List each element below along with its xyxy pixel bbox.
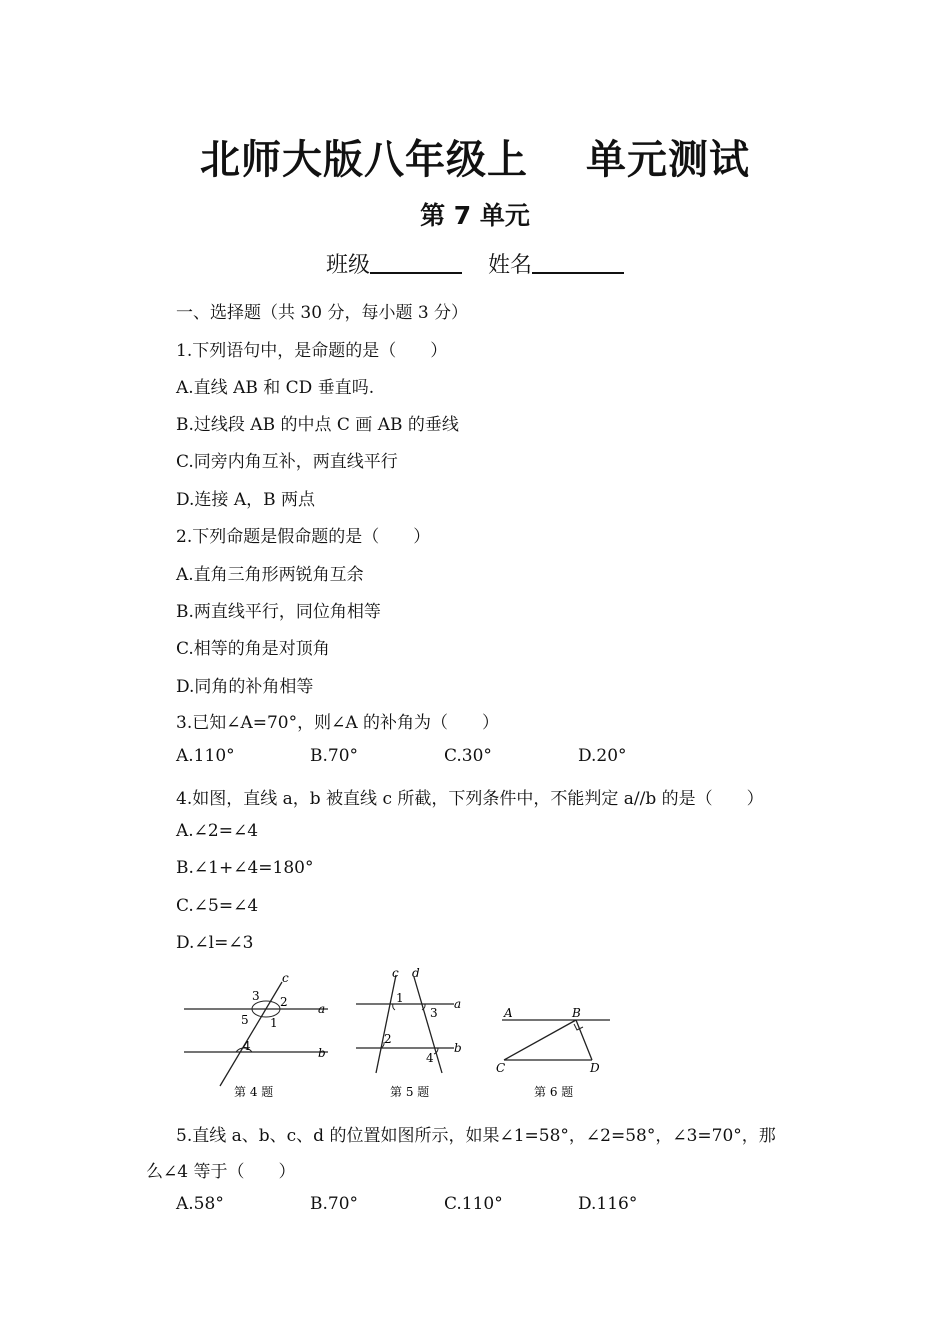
question-1-option-d: D.连接 A，B 两点	[176, 490, 316, 510]
fig4-caption: 第 4 题	[234, 1085, 274, 1099]
fig4-label-4: 4	[243, 1039, 251, 1053]
question-5-option-b: B.70°	[310, 1194, 359, 1214]
fig4-label-2: 2	[280, 995, 288, 1009]
fig4-label-5: 5	[241, 1013, 249, 1027]
title-right: 单元测试	[586, 137, 750, 183]
question-1-option-b: B.过线段 AB 的中点 C 画 AB 的垂线	[176, 415, 459, 435]
fig5-label-d: d	[412, 966, 420, 980]
fig6-label-a: A	[504, 1006, 513, 1020]
fig5-label-1: 1	[396, 991, 404, 1005]
question-5-stem-line1: 5.直线 a、b、c、d 的位置如图所示，如果∠1=58°，∠2=58°，∠3=70°，那	[176, 1126, 776, 1146]
question-1-option-c: C.同旁内角互补，两直线平行	[176, 452, 398, 472]
name-blank[interactable]	[532, 250, 624, 274]
class-label: 班级	[325, 253, 370, 278]
question-3-options	[176, 746, 712, 766]
question-2-stem: 2.下列命题是假命题的是（ ）	[176, 527, 431, 547]
fig5-label-a: a	[454, 997, 462, 1011]
figure-4	[178, 968, 338, 1112]
section-heading: 一、选择题（共 30 分，每小题 3 分）	[176, 303, 469, 323]
question-5-option-a: A.58°	[176, 1194, 224, 1214]
question-2-option-a: A.直角三角形两锐角互余	[176, 565, 364, 585]
fig4-label-3: 3	[252, 989, 260, 1003]
question-3-option-d: D.20°	[578, 746, 627, 766]
question-1-stem: 1.下列语句中，是命题的是（ ）	[176, 341, 448, 361]
question-3-option-c: C.30°	[444, 746, 492, 766]
fig6-label-c: C	[496, 1061, 506, 1075]
class-name-line	[0, 248, 950, 279]
question-4-option-a: A.∠2=∠4	[176, 821, 259, 841]
question-3-stem: 3.已知∠A=70°，则∠A 的补角为（ ）	[176, 713, 500, 733]
fig6-label-b: B	[572, 1006, 581, 1020]
question-2-option-d: D.同角的补角相等	[176, 677, 314, 697]
question-2-option-c: C.相等的角是对顶角	[176, 639, 330, 659]
fig5-label-4: 4	[426, 1051, 434, 1065]
page-title	[0, 128, 950, 185]
question-3-option-b: B.70°	[310, 746, 359, 766]
fig4-label-b: b	[318, 1046, 326, 1060]
fig4-label-a: a	[318, 1002, 326, 1016]
question-4-option-d: D.∠l=∠3	[176, 933, 254, 953]
fig5-label-b: b	[454, 1041, 462, 1055]
fig5-caption: 第 5 题	[390, 1085, 430, 1099]
question-4-option-b: B.∠1+∠4=180°	[176, 858, 314, 878]
fig6-caption: 第 6 题	[534, 1085, 574, 1099]
fig5-label-c: c	[392, 966, 399, 980]
question-2-option-b: B.两直线平行，同位角相等	[176, 602, 381, 622]
question-4-option-c: C.∠5=∠4	[176, 896, 259, 916]
question-1-option-a: A.直线 AB 和 CD 垂直吗.	[176, 378, 375, 398]
question-3-option-a: A.110°	[176, 746, 235, 766]
question-5-option-d: D.116°	[578, 1194, 638, 1214]
title-left: 北师大版八年级上	[200, 137, 528, 183]
figure-5	[350, 965, 480, 1109]
name-label: 姓名	[488, 253, 533, 278]
question-5-options	[176, 1194, 712, 1214]
fig5-label-2: 2	[384, 1032, 392, 1046]
question-5-stem-line2: 么∠4 等于（ ）	[146, 1162, 296, 1182]
fig4-label-1: 1	[270, 1016, 278, 1030]
fig4-label-c: c	[282, 971, 289, 985]
page-subtitle: 第 7 单元	[420, 201, 530, 230]
fig5-label-3: 3	[430, 1006, 438, 1020]
question-5-option-c: C.110°	[444, 1194, 503, 1214]
figure-6	[492, 1000, 622, 1108]
question-4-stem: 4.如图，直线 a，b 被直线 c 所截，下列条件中，不能判定 a//b 的是（ ）	[176, 789, 764, 809]
class-blank[interactable]	[370, 250, 462, 274]
fig6-label-d: D	[590, 1061, 600, 1075]
